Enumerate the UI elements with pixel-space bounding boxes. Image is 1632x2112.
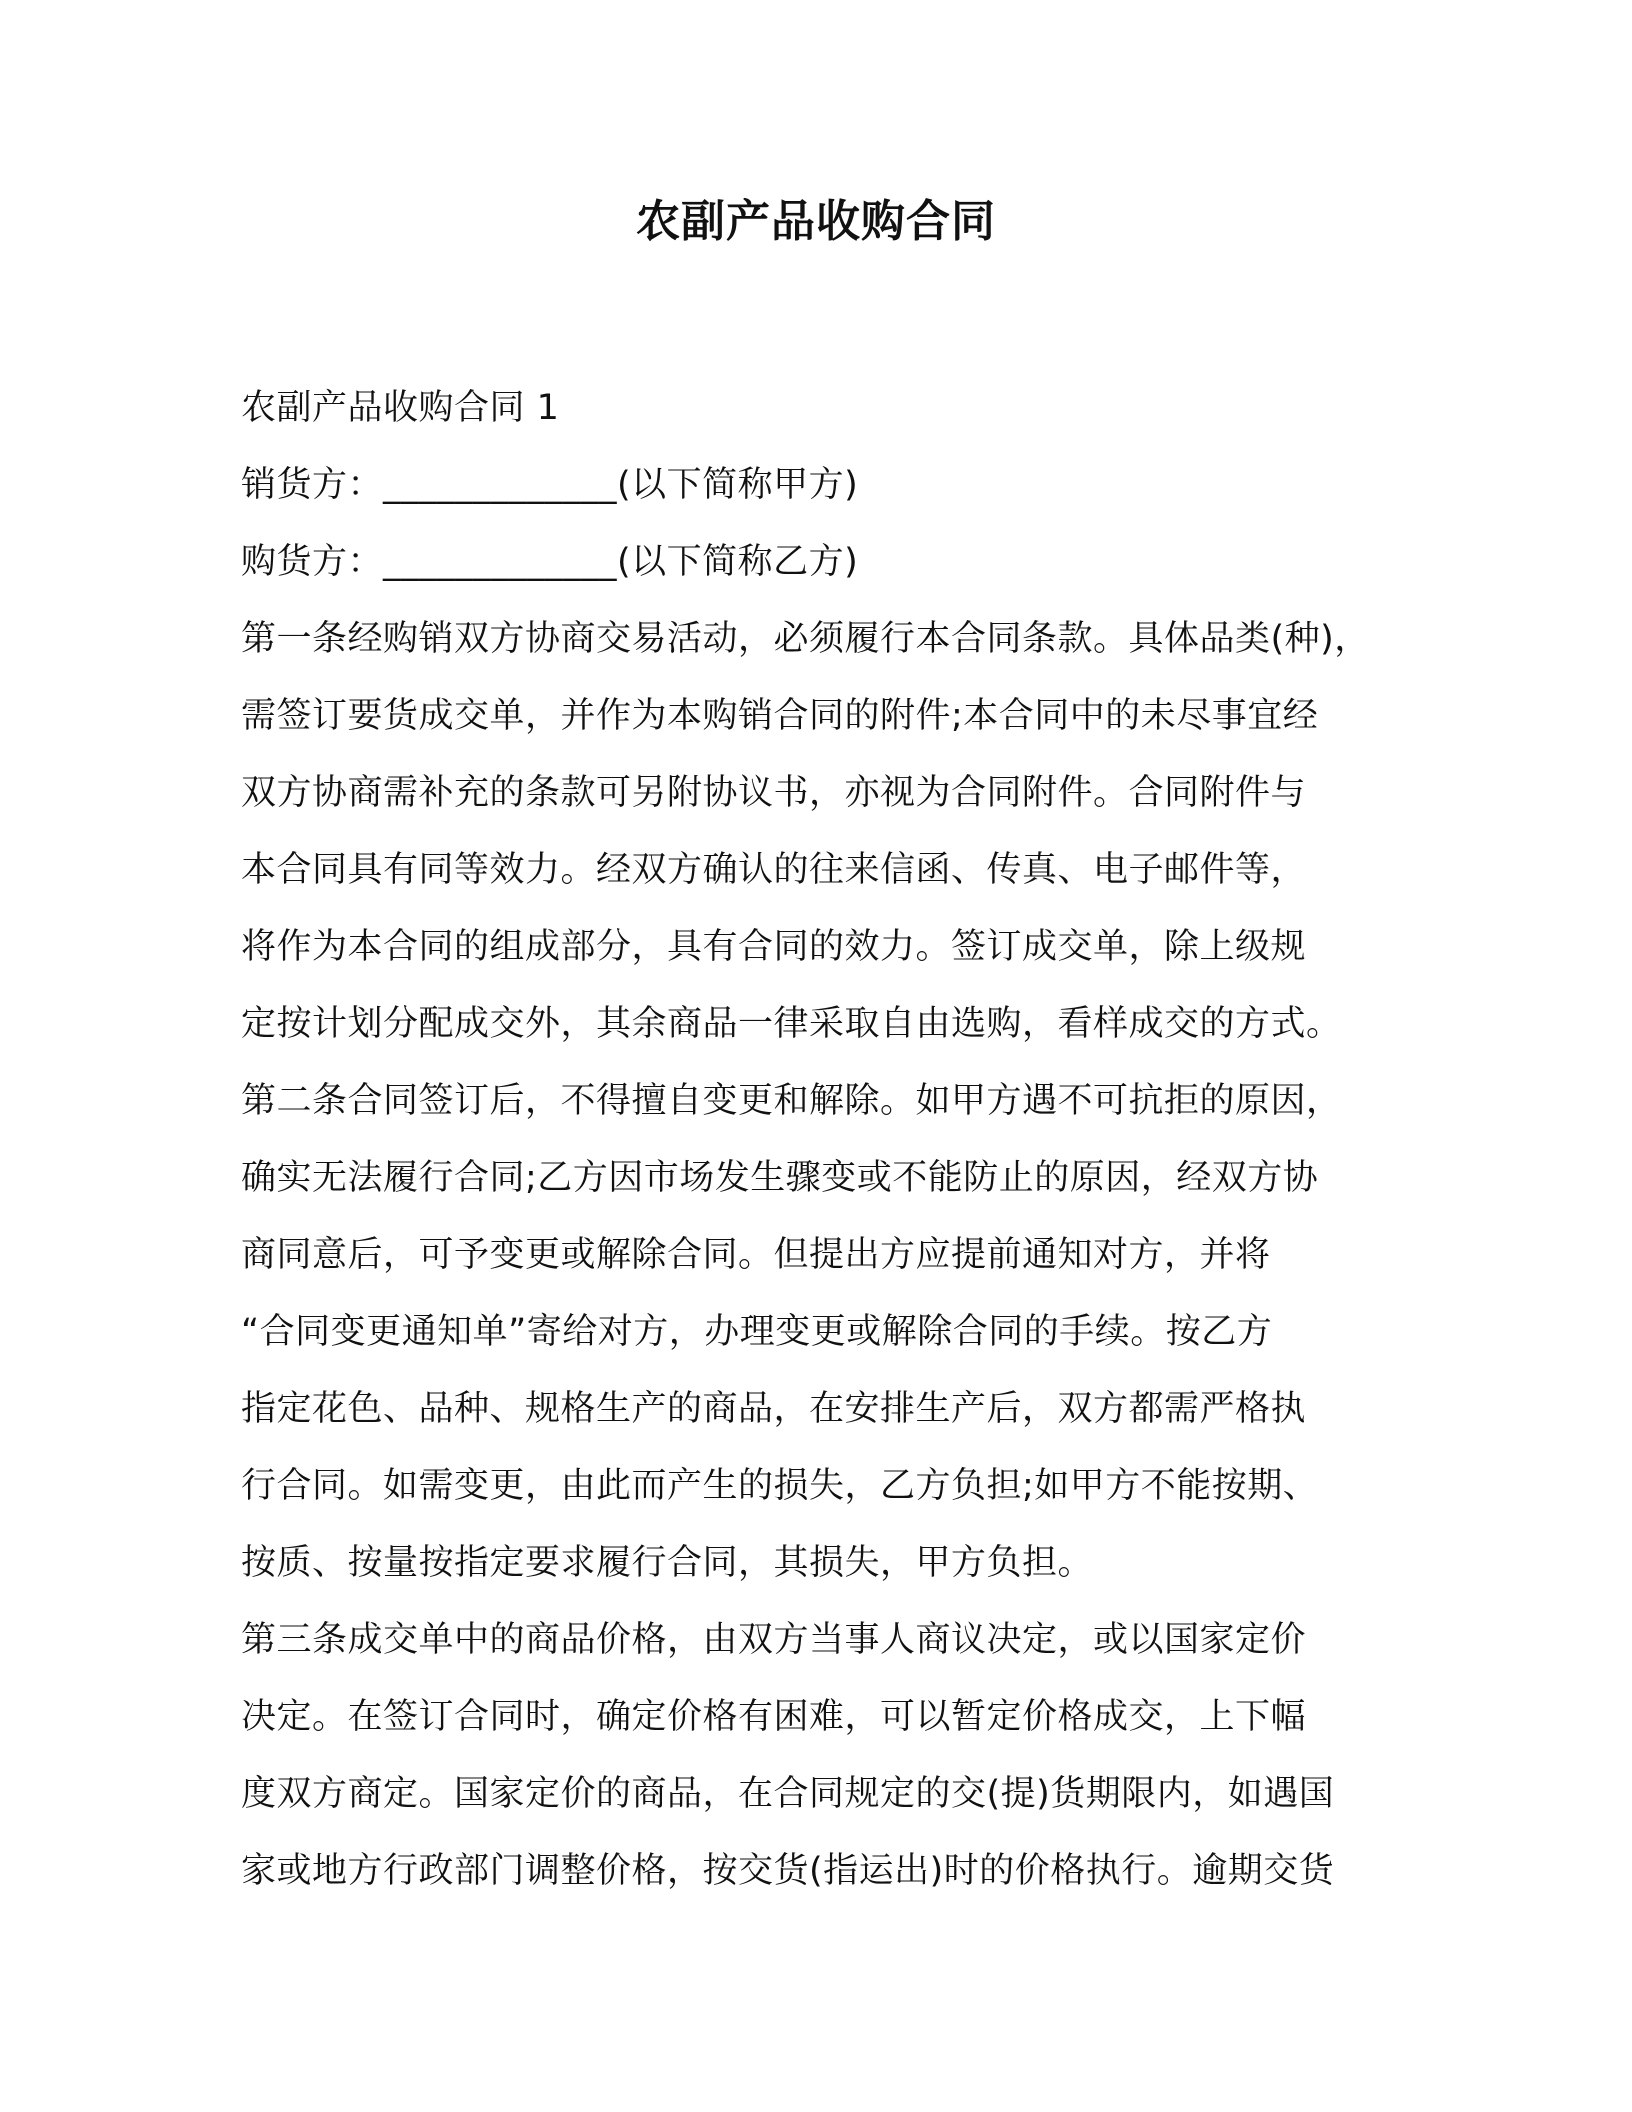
text-line: 行合同。如需变更，由此而产生的损失，乙方负担;如甲方不能按期、: [241, 1466, 1319, 1506]
text-line: 家或地方行政部门调整价格，按交货(指运出)时的价格执行。逾期交货: [241, 1851, 1335, 1891]
seller-line: 销货方：_____________(以下简称甲方): [241, 465, 859, 505]
text-line: 确实无法履行合同;乙方因市场发生骤变或不能防止的原因，经双方协: [241, 1158, 1319, 1198]
text-line: 指定花色、品种、规格生产的商品，在安排生产后，双方都需严格执: [241, 1389, 1307, 1429]
buyer-line: 购货方：_____________(以下简称乙方): [241, 542, 859, 582]
text-line: 本合同具有同等效力。经双方确认的往来信函、传真、电子邮件等，: [241, 850, 1307, 890]
text-line: 需签订要货成交单，并作为本购销合同的附件;本合同中的未尽事宜经: [241, 696, 1319, 736]
text-line: 决定。在签订合同时，确定价格有困难，可以暂定价格成交，上下幅: [241, 1697, 1307, 1737]
document-title: 农副产品收购合同: [636, 196, 996, 247]
text-line: 第一条经购销双方协商交易活动，必须履行本合同条款。具体品类(种)，: [241, 619, 1370, 659]
text-line: 定按计划分配成交外，其余商品一律采取自由选购，看样成交的方式。: [241, 1004, 1342, 1044]
text-line: 双方协商需补充的条款可另附协议书，亦视为合同附件。合同附件与: [241, 773, 1307, 813]
text-line: 将作为本合同的组成部分，具有合同的效力。签订成交单，除上级规: [241, 927, 1307, 967]
text-line: 按质、按量按指定要求履行合同，其损失，甲方负担。: [241, 1543, 1094, 1583]
text-line: 度双方商定。国家定价的商品，在合同规定的交(提)货期限内，如遇国: [241, 1774, 1335, 1814]
text-line: 商同意后，可予变更或解除合同。但提出方应提前通知对方，并将: [241, 1235, 1271, 1275]
text-line: 第三条成交单中的商品价格，由双方当事人商议决定，或以国家定价: [241, 1620, 1307, 1660]
document-body: [241, 370, 1421, 1910]
text-line: 第二条合同签订后，不得擅自变更和解除。如甲方遇不可抗拒的原因，: [241, 1081, 1342, 1121]
text-line: “合同变更通知单”寄给对方，办理变更或解除合同的手续。按乙方: [241, 1312, 1273, 1352]
contract-subtitle: 农副产品收购合同 1: [241, 388, 560, 428]
